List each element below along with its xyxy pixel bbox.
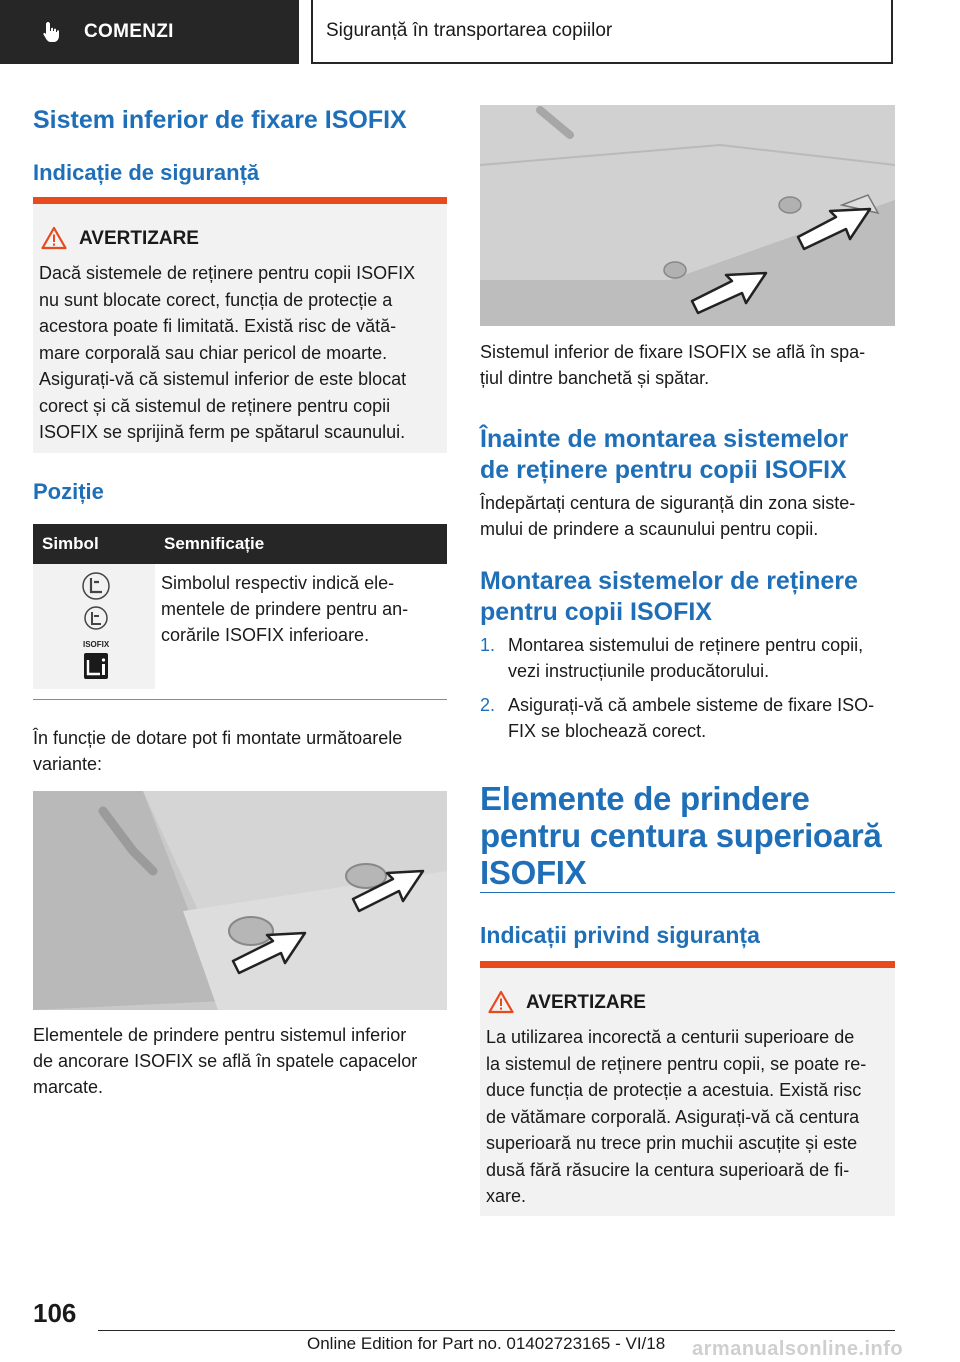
warning-label: AVERTIZARE xyxy=(526,992,646,1013)
chapter-tab-label: Siguranță în transportarea copiilor xyxy=(326,20,613,41)
warning-label: AVERTIZARE xyxy=(79,228,199,249)
variants-line: În funcție de dotare pot fi montate următoarele xyxy=(33,728,403,748)
section-tab-commands[interactable] xyxy=(0,0,299,64)
variants-line: variante: xyxy=(33,754,103,774)
safety-heading-right: Indicații privind siguranța xyxy=(480,922,760,948)
caption-line: de ancorare ISOFIX se află în spatele capacelor xyxy=(33,1051,418,1071)
before-mounting-heading xyxy=(480,424,848,486)
symbol-table xyxy=(33,524,447,689)
text-line: mului de prindere a scaunului pentru copii. xyxy=(480,519,819,539)
warning-line: dusă fără răsucire la centura superioară de fi- xyxy=(486,1159,850,1180)
mounting-steps xyxy=(480,632,895,752)
top-tether-title xyxy=(480,780,881,891)
table-header-symbol: Simbol xyxy=(33,524,155,564)
meaning-line: corările ISOFIX inferioare. xyxy=(161,625,370,645)
warning-line: ISOFIX se sprijină ferm pe spătarul scaunului. xyxy=(39,422,406,442)
caption-line: țiul dintre banchetă și spătar. xyxy=(480,368,710,388)
mounting-heading xyxy=(480,566,858,628)
step-line: Asigurați-vă că ambele sisteme de fixare ISO- xyxy=(508,695,875,715)
warning-line: Asigurați-vă că sistemul inferior de este blocat xyxy=(39,369,407,389)
position-heading: Poziție xyxy=(33,479,104,504)
table-header-meaning: Semnificație xyxy=(155,524,447,564)
edition-text: Online Edition for Part no. 01402723165 - VI/18 xyxy=(307,1334,666,1353)
warning-line: superioară nu trece prin muchii ascuțite și este xyxy=(486,1133,858,1153)
title-line: Elemente de prindere xyxy=(480,780,810,817)
isofix-anchor-photo-right xyxy=(480,105,895,326)
warning-line: de vătămare corporală. Asigurați-vă că centura xyxy=(486,1106,860,1127)
page-number: 106 xyxy=(33,1298,77,1328)
table-divider xyxy=(33,699,447,700)
warning-triangle-icon xyxy=(488,990,514,1014)
warning-line: xare. xyxy=(486,1186,527,1206)
warning-line: mare corporală sau chiar pericol de moarte. xyxy=(39,342,388,363)
variants-text xyxy=(33,725,447,777)
warning-line: acestora poate fi limitată. Există risc de vătă- xyxy=(39,316,397,336)
warning-line: corect și că sistemul de reținere pentru copii xyxy=(39,395,391,416)
isofix-anchor-photo-left xyxy=(33,791,447,1010)
section-title-isofix: Sistem inferior de fixare ISOFIX xyxy=(33,106,407,134)
isofix-small-label: ISOFIX xyxy=(83,640,110,649)
photo-caption-right xyxy=(480,339,895,391)
warning-text xyxy=(486,1024,885,1210)
page-header xyxy=(0,0,960,66)
warning-text xyxy=(39,260,437,446)
footer-divider xyxy=(98,1330,895,1331)
caption-line: Sistemul inferior de fixare ISOFIX se află în spa- xyxy=(480,342,866,362)
section-tab-label: COMENZI xyxy=(84,21,174,42)
list-item xyxy=(480,692,895,744)
watermark: armanualsonline.info xyxy=(692,1338,904,1360)
caption-line: marcate. xyxy=(33,1077,104,1097)
meaning-line: Simbolul respectiv indică ele- xyxy=(161,573,395,593)
meaning-line: mentele de prindere pentru an- xyxy=(161,599,409,619)
list-item xyxy=(480,632,895,684)
warning-triangle-icon xyxy=(41,226,67,250)
step-line: vezi instrucțiunile producătorului. xyxy=(508,661,770,681)
title-line: ISOFIX xyxy=(480,854,587,891)
step-line: Montarea sistemului de reținere pentru copii, xyxy=(508,635,864,655)
heading-line: pentru copii ISOFIX xyxy=(480,598,712,626)
chapter-tab[interactable] xyxy=(311,0,893,64)
heading-line: Montarea sistemelor de reținere xyxy=(480,567,858,595)
warning-line: La utilizarea incorectă a centurii superioare de xyxy=(486,1027,855,1047)
hand-pointer-icon xyxy=(40,20,64,44)
heading-line: Înainte de montarea sistemelor xyxy=(480,425,849,453)
title-line: pentru centura superioară xyxy=(480,817,882,854)
isofix-seat-icon xyxy=(78,570,114,690)
warning-line: nu sunt blocate corect, funcția de protecție a xyxy=(39,289,393,310)
warning-line: Dacă sistemele de reținere pentru copii ISOFIX xyxy=(39,263,416,283)
warning-line: duce funcția de protecție a acestuia. Există risc xyxy=(486,1080,862,1100)
safety-heading: Indicație de siguranță xyxy=(33,160,260,185)
warning-box xyxy=(33,197,447,453)
step-line: FIX se blochează corect. xyxy=(508,721,707,741)
warning-box-right xyxy=(480,961,895,1216)
text-line: Îndepărtați centura de siguranță din zona siste- xyxy=(480,493,856,513)
before-mounting-text xyxy=(480,490,895,542)
seat-illustration xyxy=(33,791,447,1010)
meaning-cell xyxy=(155,564,447,689)
step-number: 2. xyxy=(480,695,496,715)
warning-line: la sistemul de reținere pentru copii, se poate re- xyxy=(486,1053,867,1074)
symbol-cell xyxy=(33,564,155,689)
caption-line: Elementele de prindere pentru sistemul inferior xyxy=(33,1025,407,1045)
step-number: 1. xyxy=(480,635,496,655)
heading-line: de reținere pentru copii ISOFIX xyxy=(480,456,847,484)
seat-gap-illustration xyxy=(480,105,895,326)
title-underline xyxy=(480,892,895,893)
photo-caption-left xyxy=(33,1022,447,1100)
